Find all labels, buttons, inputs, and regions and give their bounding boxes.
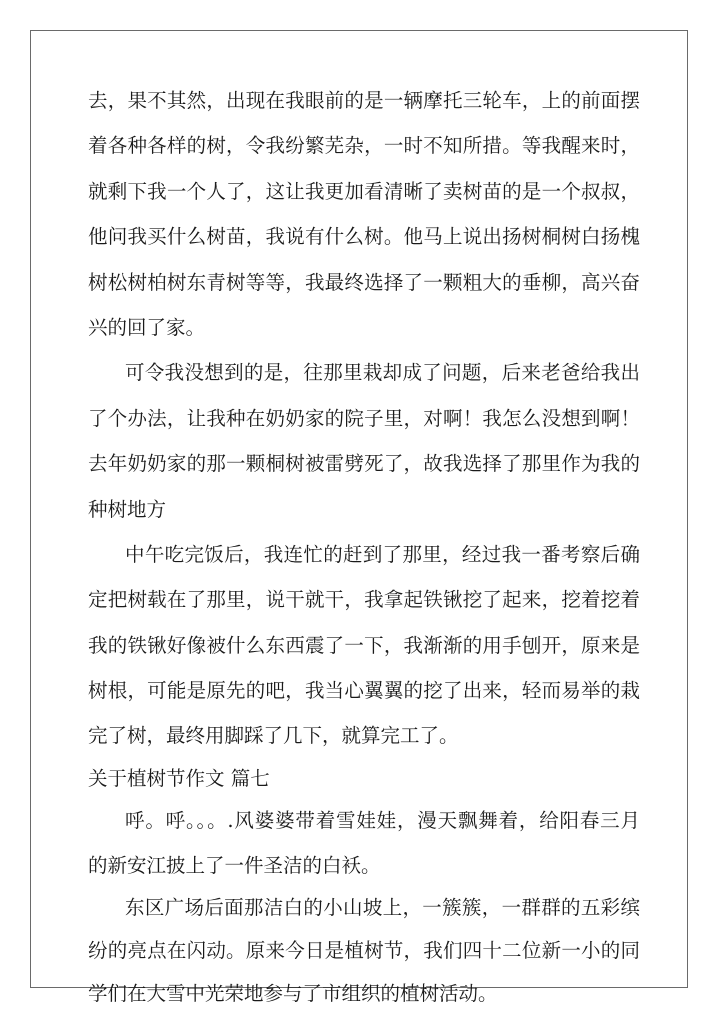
paragraph-5-line-2: 纷的亮点在闪动。原来今日是植树节，我们四十二位新一小的同	[88, 939, 640, 962]
paragraph-1-line-4: 他问我买什么树苗，我说有什么树。他马上说出扬树桐树白扬槐	[88, 225, 640, 248]
paragraph-2-line-2: 了个办法，让我种在奶奶家的院子里，对啊！我怎么没想到啊！	[88, 407, 640, 430]
paragraph-4-line-2: 的新安江披上了一件圣洁的白袄。	[88, 854, 381, 877]
paragraph-1-line-5: 树松树柏树东青树等等，我最终选择了一颗粗大的垂柳，高兴奋	[88, 271, 640, 294]
paragraph-3-line-5: 完了树，最终用脚踩了几下，就算完工了。	[88, 724, 459, 747]
paragraph-3-line-3: 我的铁锹好像被什么东西震了一下，我渐渐的用手刨开，原来是	[88, 634, 640, 657]
paragraph-3-line-2: 定把树载在了那里，说干就干，我拿起铁锹挖了起来，挖着挖着	[88, 588, 640, 611]
paragraph-2-line-3: 去年奶奶家的那一颗桐树被雷劈死了，故我选择了那里作为我的	[88, 452, 640, 475]
paragraph-2-line-1: 可令我没想到的是，往那里栽却成了问题，后来老爸给我出	[125, 361, 640, 384]
paragraph-3-line-4: 树根，可能是原先的吧，我当心翼翼的挖了出来，轻而易举的栽	[88, 679, 640, 702]
paragraph-1-line-1: 去，果不其然，出现在我眼前的是一辆摩托三轮车，上的前面摆	[88, 89, 640, 112]
paragraph-1-line-6: 兴的回了家。	[88, 316, 206, 339]
paragraph-5-line-3: 学们在大雪中光荣地参与了市组织的植树活动。	[88, 982, 498, 1005]
paragraph-1-line-3: 就剩下我一个人了，这让我更加看清晰了卖树苗的是一个叔叔，	[88, 180, 640, 203]
paragraph-3-line-1: 中午吃完饭后，我连忙的赶到了那里，经过我一番考察后确	[125, 543, 640, 566]
section-heading: 关于植树节作文 篇七	[88, 767, 270, 790]
paragraph-5-line-1: 东区广场后面那洁白的小山坡上，一簇簇，一群群的五彩缤	[125, 896, 640, 919]
paragraph-1-line-2: 着各种各样的树，令我纷繁芜杂，一时不知所措。等我醒来时，	[88, 134, 640, 157]
paragraph-4-line-1: 呼。呼。。。.风婆婆带着雪娃娃，漫天飘舞着，给阳春三月	[125, 809, 640, 832]
paragraph-2-line-4: 种树地方	[88, 498, 167, 521]
